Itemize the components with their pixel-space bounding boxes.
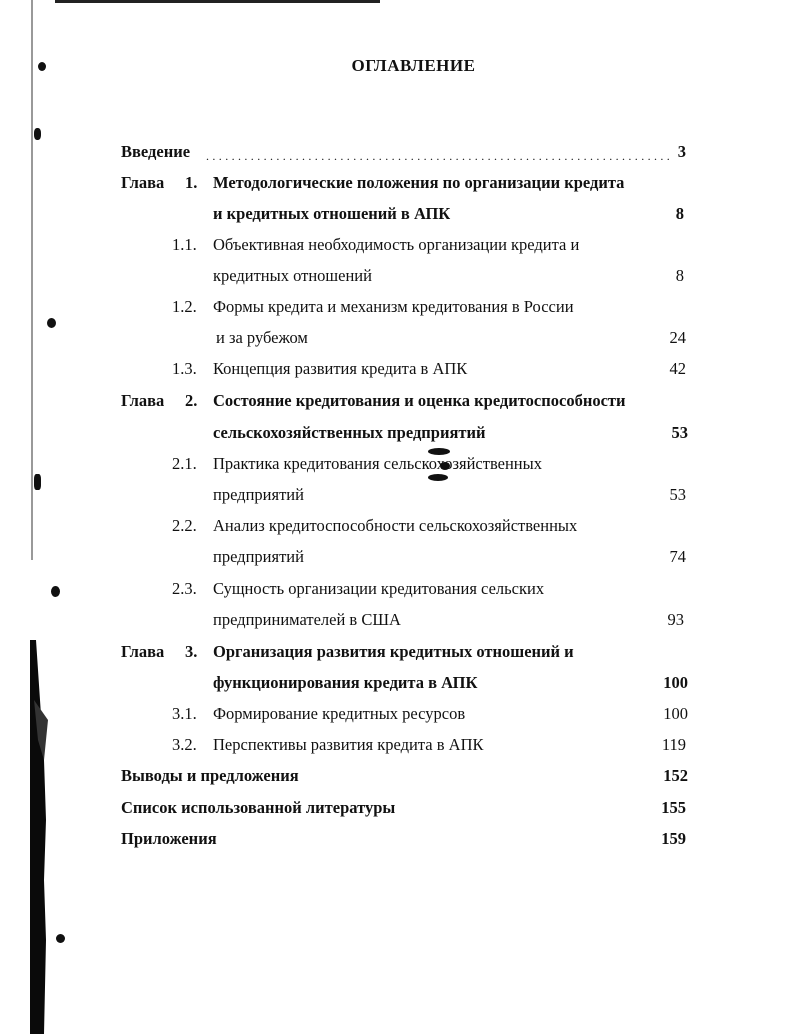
toc-section-1-1-title-line1: Объективная необходимость организации кредита и — [213, 235, 580, 254]
toc-references-label: Список использованной литературы — [121, 798, 396, 817]
toc-chapter-1-page: 8 — [675, 204, 684, 223]
toc-section-1-1-number: 1.1. — [172, 235, 197, 254]
page-title: ОГЛАВЛЕНИЕ — [351, 56, 476, 75]
toc-section-2-1-title-line2: предприятий — [213, 485, 304, 504]
toc-chapter-1-prefix: Глава — [121, 173, 165, 192]
toc-section-3-1-number: 3.1. — [172, 704, 197, 723]
toc-section-1-2-title-line2: и за рубежом — [216, 328, 308, 347]
toc-section-3-1-page: 100 — [663, 704, 688, 723]
scan-top-rule — [55, 0, 380, 3]
toc-references-page: 155 — [661, 798, 686, 817]
toc-section-2-1-number: 2.1. — [172, 454, 197, 473]
toc-section-1-1-title-line2: кредитных отношений — [213, 266, 372, 285]
toc-chapter-1-title-line1: Методологические положения по организации кредита — [213, 173, 625, 192]
toc-section-1-2-title-line1: Формы кредита и механизм кредитования в России — [213, 297, 574, 316]
toc-chapter-1-number: 1. — [185, 173, 198, 192]
toc-appendices-page: 159 — [661, 829, 686, 848]
toc-section-2-2-number: 2.2. — [172, 516, 197, 535]
toc-appendices-label: Приложения — [121, 829, 217, 848]
toc-chapter-3-title-line1: Организация развития кредитных отношений и — [213, 642, 574, 661]
toc-section-3-1-title: Формирование кредитных ресурсов — [213, 704, 466, 723]
toc-section-2-3-page: 93 — [667, 610, 684, 629]
scan-edge-shadow — [0, 0, 60, 1034]
toc-chapter-2-page: 53 — [671, 423, 688, 442]
toc-chapter-2-title-line2: сельскохозяйственных предприятий — [213, 423, 486, 442]
toc-section-1-3-page: 42 — [669, 359, 686, 378]
toc-section-1-3-title: Концепция развития кредита в АПК — [213, 359, 468, 378]
toc-chapter-3-title-line2: функционирования кредита в АПК — [213, 673, 478, 692]
ink-blot — [428, 474, 448, 481]
toc-section-2-1-title-line1: Практика кредитования сельскохозяйственных — [213, 454, 542, 473]
toc-section-2-2-title-line2: предприятий — [213, 547, 304, 566]
scan-speck — [51, 586, 60, 597]
toc-chapter-3-prefix: Глава — [121, 642, 165, 661]
toc-chapter-3-number: 3. — [185, 642, 198, 661]
toc-section-3-2-number: 3.2. — [172, 735, 197, 754]
scan-speck — [47, 318, 56, 328]
toc-section-1-2-page: 24 — [669, 328, 686, 347]
toc-dot-leader: . . . . . . . . . . . . . . . . . . . . . . . . . . . . . . . . . . . . . . . . . . . . . . . . . . . . . . . . . . . . . . . . . . . . . . . . . — [206, 149, 670, 163]
toc-section-1-2-number: 1.2. — [172, 297, 197, 316]
toc-intro-page: 3 — [677, 142, 686, 161]
toc-section-2-2-title-line1: Анализ кредитоспособности сельскохозяйственных — [213, 516, 578, 535]
toc-chapter-2-number: 2. — [185, 391, 198, 410]
toc-intro-label: Введение — [121, 142, 191, 161]
toc-section-2-3-number: 2.3. — [172, 579, 197, 598]
toc-section-2-1-page: 53 — [669, 485, 686, 504]
toc-conclusions-page: 152 — [663, 766, 688, 785]
scan-speck — [34, 474, 41, 490]
toc-section-2-3-title-line1: Сущность организации кредитования сельских — [213, 579, 545, 598]
scan-speck — [56, 934, 65, 943]
toc-conclusions-label: Выводы и предложения — [121, 766, 299, 785]
toc-section-1-1-page: 8 — [675, 266, 684, 285]
toc-section-3-2-page: 119 — [661, 735, 686, 754]
scan-speck — [34, 128, 41, 140]
toc-chapter-1-title-line2: и кредитных отношений в АПК — [213, 204, 451, 223]
toc-section-2-3-title-line2: предпринимателей в США — [213, 610, 401, 629]
toc-section-2-2-page: 74 — [669, 547, 686, 566]
toc-chapter-2-prefix: Глава — [121, 391, 165, 410]
toc-chapter-2-title-line1: Состояние кредитования и оценка кредитоспособности — [213, 391, 626, 410]
toc-section-1-3-number: 1.3. — [172, 359, 197, 378]
toc-section-3-2-title: Перспективы развития кредита в АПК — [213, 735, 484, 754]
toc-chapter-3-page: 100 — [663, 673, 688, 692]
